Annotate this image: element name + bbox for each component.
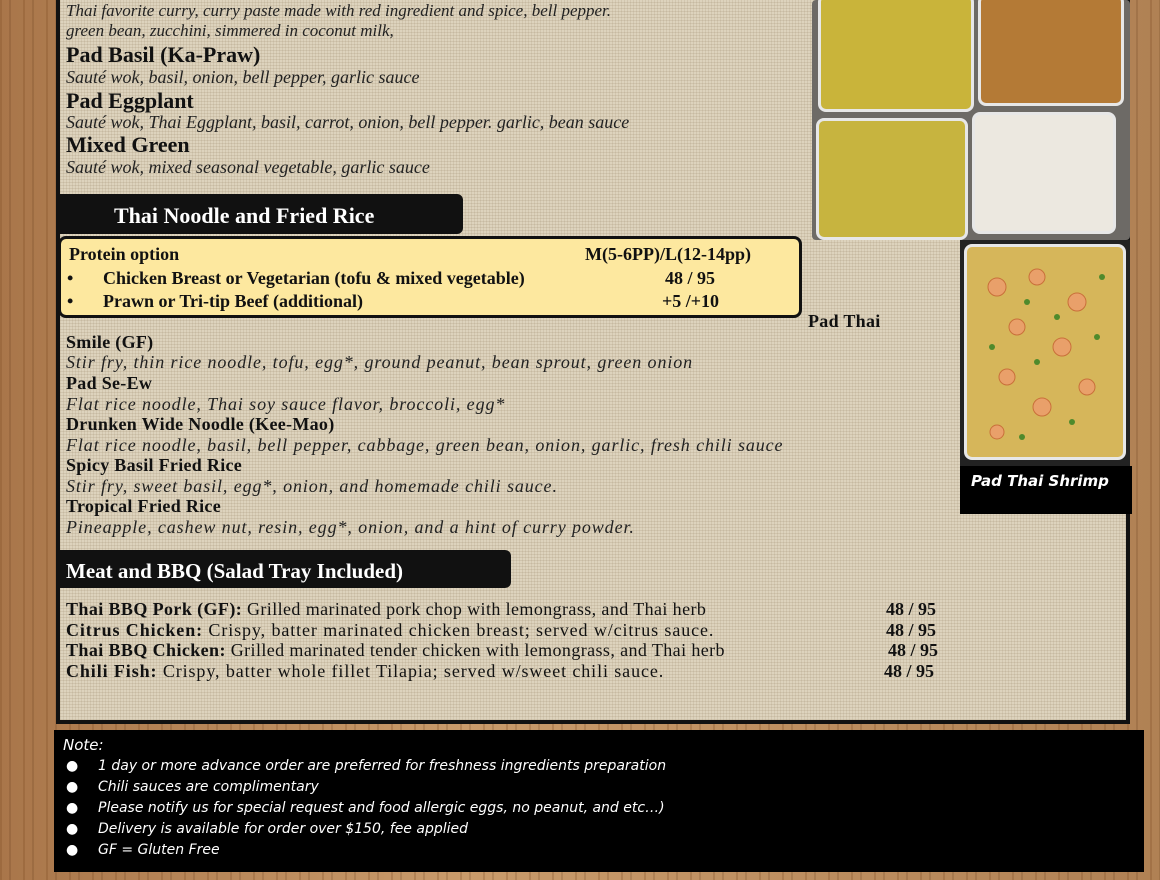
dish-title-smile: Smile (GF) [66, 332, 154, 352]
notes-title: Note: [63, 736, 104, 754]
protein-option-price: 48 / 95 [665, 268, 716, 288]
rice-tray [972, 112, 1116, 234]
bullet: ● [66, 758, 79, 774]
protein-option-header: Protein option [69, 244, 180, 264]
note-item: GF = Gluten Free [98, 842, 220, 858]
bbq-item-desc: Crispy, batter whole fillet Tilapia; served w/sweet chili sauce. [157, 661, 665, 681]
pad-thai-tray [964, 244, 1126, 460]
bullet: ● [66, 842, 79, 858]
protein-option-box [58, 236, 802, 318]
dish-desc-pad-basil: Sauté wok, basil, onion, bell pepper, garlic sauce [66, 67, 420, 87]
bbq-item-desc: Crispy, batter marinated chicken breast; served w/citrus sauce. [203, 620, 715, 640]
dish-desc-tropical-fried-rice: Pineapple, cashew nut, resin, egg*, onion, and a hint of curry powder. [66, 517, 635, 537]
bbq-item-price: 48 / 95 [888, 640, 939, 660]
bullet: • [67, 291, 74, 311]
bbq-row [66, 620, 714, 641]
dish-desc-pad-se-ew: Flat rice noodle, Thai soy sauce flavor, broccoli, egg* [66, 394, 506, 414]
protein-option-price: +5 /+10 [662, 291, 720, 311]
protein-option-label: Chicken Breast or Vegetarian (tofu & mixed vegetable) [103, 268, 525, 288]
notes-box [54, 730, 1144, 872]
photo-caption-box [960, 466, 1132, 514]
curry-trays-photo [812, 0, 1130, 240]
curry-description-line-1: Thai favorite curry, curry paste made with red ingredient and spice, bell pepper. [66, 1, 612, 20]
note-item: Delivery is available for order over $150, fee applied [98, 821, 469, 837]
bbq-section-banner: Meat and BBQ (Salad Tray Included) [58, 550, 511, 588]
pad-thai-label: Pad Thai [808, 311, 881, 331]
spring-roll-tray [978, 0, 1124, 106]
bbq-item-price: 48 / 95 [884, 661, 935, 681]
bullet: ● [66, 821, 79, 837]
bbq-item-name: Thai BBQ Pork (GF): [66, 599, 243, 619]
dish-title-spicy-basil-fried-rice: Spicy Basil Fried Rice [66, 455, 243, 475]
dish-title-drunken-noodle: Drunken Wide Noodle (Kee-Mao) [66, 414, 335, 434]
dish-desc-drunken-noodle: Flat rice noodle, basil, bell pepper, cabbage, green bean, onion, garlic, fresh chili sauce [66, 435, 784, 455]
bbq-row [66, 661, 664, 682]
bullet: ● [66, 800, 79, 816]
bbq-item-name: Citrus Chicken: [66, 620, 204, 640]
dish-desc-mixed-green: Sauté wok, mixed seasonal vegetable, garlic sauce [66, 157, 430, 177]
bullet: ● [66, 779, 79, 795]
protein-option-label: Prawn or Tri-tip Beef (additional) [103, 291, 363, 311]
bbq-item-desc: Grilled marinated tender chicken with lemongrass, and Thai herb [225, 640, 725, 660]
dish-title-tropical-fried-rice: Tropical Fried Rice [66, 496, 221, 516]
bbq-item-price: 48 / 95 [886, 599, 937, 619]
dish-desc-pad-eggplant: Sauté wok, Thai Eggplant, basil, carrot, onion, bell pepper. garlic, bean sauce [66, 112, 630, 132]
photo-caption: Pad Thai Shrimp [971, 472, 1109, 490]
dish-title-mixed-green: Mixed Green [66, 132, 190, 157]
note-item: 1 day or more advance order are preferred for freshness ingredients preparation [98, 758, 667, 774]
size-header: M(5-6PP)/L(12-14pp) [585, 244, 751, 264]
note-item: Please notify us for special request and food allergic eggs, no peanut, and etc…) [98, 800, 665, 816]
bbq-item-desc: Grilled marinated pork chop with lemongrass, and Thai herb [242, 599, 707, 619]
dish-desc-spicy-basil-fried-rice: Stir fry, sweet basil, egg*, onion, and homemade chili sauce. [66, 476, 558, 496]
bbq-item-name: Thai BBQ Chicken: [66, 640, 226, 660]
dish-desc-smile: Stir fry, thin rice noodle, tofu, egg*, ground peanut, bean sprout, green onion [66, 352, 694, 372]
note-item: Chili sauces are complimentary [98, 779, 319, 795]
curry-description-line-2: green bean, zucchini, simmered in coconut milk, [66, 21, 394, 40]
noodle-section-banner: Thai Noodle and Fried Rice [58, 194, 463, 234]
dish-title-pad-eggplant: Pad Eggplant [66, 88, 194, 113]
pad-thai-illustration [967, 247, 1123, 457]
dish-title-pad-se-ew: Pad Se-Ew [66, 373, 153, 393]
bbq-item-price: 48 / 95 [886, 620, 937, 640]
bullet: • [67, 268, 74, 288]
curry-tray [816, 118, 968, 240]
bbq-item-name: Chili Fish: [66, 661, 158, 681]
bbq-row [66, 599, 706, 620]
dish-title-pad-basil: Pad Basil (Ka-Praw) [66, 42, 261, 67]
curry-tray [818, 0, 974, 112]
pad-thai-photo [960, 240, 1130, 466]
bbq-row [66, 640, 725, 661]
